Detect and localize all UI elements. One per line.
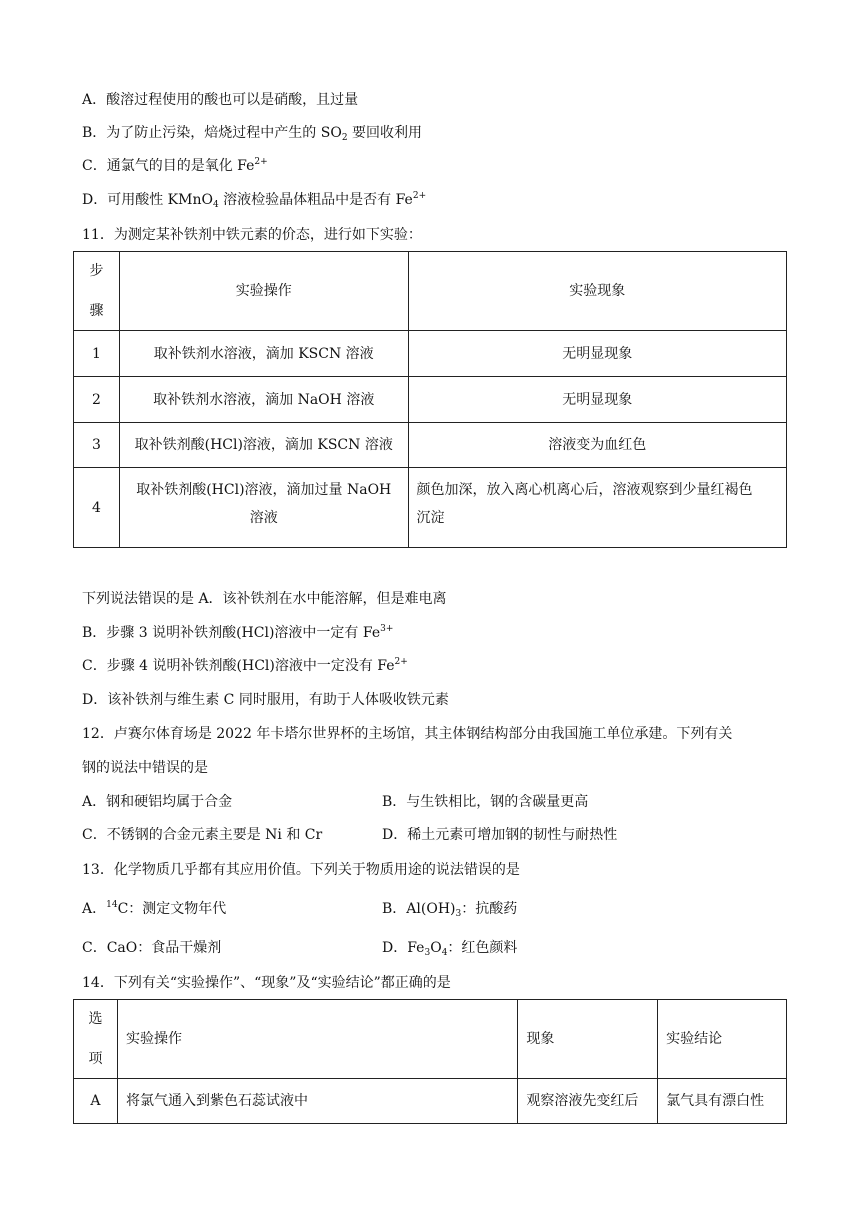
q11-option-c: C．步骤 4 说明补铁剂酸(HCl)溶液中一定没有 $Fe^{2+}$ <box>82 657 408 674</box>
q13-stem: 13．化学物质几乎都有其应用价值。下列关于物质用途的说法错误的是 <box>82 862 520 878</box>
step-number: 1 <box>74 331 120 377</box>
q12-option-b: B．与生铁相比，钢的含碳量更高 <box>382 794 589 810</box>
table-row <box>74 331 787 377</box>
header-operation: 实验操作 <box>117 1000 517 1079</box>
operation-cell: 取补铁剂酸(HCl)溶液，滴加 KSCN 溶液 <box>119 423 408 468</box>
header-phenomenon: 实验现象 <box>408 252 786 331</box>
header-operation: 实验操作 <box>119 252 408 331</box>
q12-option-d: D．稀土元素可增加钢的韧性与耐热性 <box>382 827 618 843</box>
q10-option-d: D．可用酸性 KMnO$_4$ 溶液检验晶体粗品中是否有 $Fe^{2+}$ <box>82 191 427 210</box>
phenomenon-cell: 无明显现象 <box>408 377 786 423</box>
step-number: 4 <box>74 468 120 548</box>
q11-option-d: D．该补铁剂与维生素 C 同时服用，有助于人体吸收铁元素 <box>82 692 449 708</box>
q13-option-c: C．CaO：食品干燥剂 <box>82 940 222 956</box>
q10-option-c: C．通氯气的目的是氧化 $Fe^{2+}$ <box>82 157 268 174</box>
table-header-row <box>74 1000 787 1079</box>
option-cell: A <box>74 1079 118 1124</box>
header-option: 选 项 <box>74 1000 118 1079</box>
operation-cell: 取补铁剂酸(HCl)溶液，滴加过量 NaOH 溶液 <box>119 468 408 548</box>
q11-stem: 11．为测定某补铁剂中铁元素的价态，进行如下实验： <box>82 227 422 243</box>
q13-option-d: D．$Fe_3O_4$：红色颜料 <box>382 940 518 958</box>
phenomenon-cell: 溶液变为血红色 <box>408 423 786 468</box>
phenomenon-cell: 无明显现象 <box>408 331 786 377</box>
phenomenon-cell: 颜色加深，放入离心机离心后，溶液观察到少量红褐色 沉淀 <box>408 468 786 548</box>
q14-stem: 14．下列有关“实验操作”、“现象”及“实验结论”都正确的是 <box>82 975 451 991</box>
step-number: 3 <box>74 423 120 468</box>
q12-option-a: A．钢和硬铝均属于合金 <box>82 794 233 810</box>
q13-option-a: A．$^{14}$C：测定文物年代 <box>82 900 227 917</box>
table-header-row <box>74 252 787 331</box>
q14-experiment-table <box>73 999 787 1124</box>
conclusion-cell: 氯气具有漂白性 <box>658 1079 787 1124</box>
header-phenomenon: 现象 <box>518 1000 658 1079</box>
table-row <box>74 468 787 548</box>
q12-stem-line1: 12．卢赛尔体育场是 2022 年卡塔尔世界杯的主场馆，其主体钢结构部分由我国施工单位承建。下列有关 <box>82 726 733 742</box>
step-number: 2 <box>74 377 120 423</box>
header-step: 步 骤 <box>74 252 120 331</box>
q12-stem-line2: 钢的说法中错误的是 <box>82 760 208 776</box>
header-conclusion: 实验结论 <box>658 1000 787 1079</box>
operation-cell: 将氯气通入到紫色石蕊试液中 <box>117 1079 517 1124</box>
table-row <box>74 423 787 468</box>
q13-option-b: B．$Al(OH)_3$：抗酸药 <box>382 901 518 919</box>
phenomenon-cell: 观察溶液先变红后 <box>518 1079 658 1124</box>
table-row <box>74 1079 787 1124</box>
q12-option-c: C．不锈钢的合金元素主要是 Ni 和 Cr <box>82 827 323 843</box>
q11-experiment-table <box>73 251 787 548</box>
operation-cell: 取补铁剂水溶液，滴加 KSCN 溶液 <box>119 331 408 377</box>
q11-option-b: B．步骤 3 说明补铁剂酸(HCl)溶液中一定有 $Fe^{3+}$ <box>82 624 394 641</box>
q10-option-a: A．酸溶过程使用的酸也可以是硝酸，且过量 <box>82 92 359 108</box>
q11-option-a: 下列说法错误的是 A．该补铁剂在水中能溶解，但是难电离 <box>82 591 447 607</box>
q10-option-b: B．为了防止污染，焙烧过程中产生的 $SO_2$ 要回收利用 <box>82 125 422 143</box>
table-row <box>74 377 787 423</box>
operation-cell: 取补铁剂水溶液，滴加 NaOH 溶液 <box>119 377 408 423</box>
